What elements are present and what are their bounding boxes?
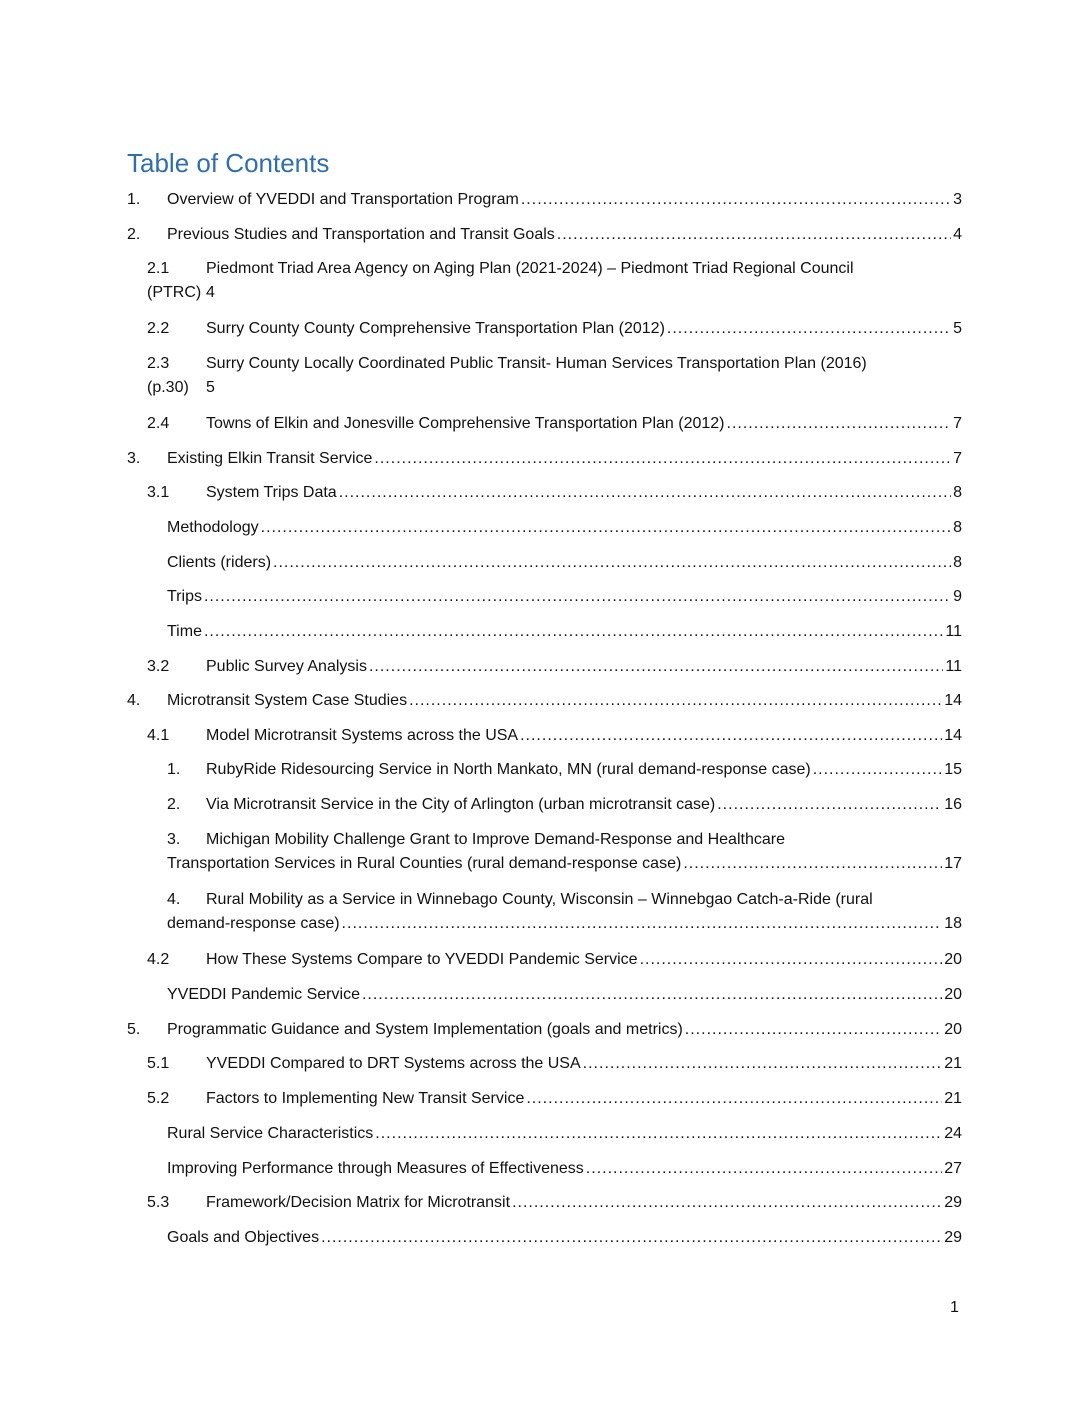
toc-entry-number: 2. [127, 226, 141, 243]
leader-dots [583, 1052, 943, 1076]
toc-entry[interactable] [147, 352, 962, 400]
toc-entry-page: 8 [953, 484, 962, 501]
toc-entry-number: 3.2 [147, 658, 170, 675]
leader-dots [369, 655, 943, 679]
toc-entry[interactable] [167, 1122, 962, 1146]
toc-entry-page: 29 [944, 1194, 962, 1211]
toc-entry-number: 3. [127, 450, 141, 467]
toc-entry-number: 1. [167, 761, 181, 778]
toc-entry-page: 9 [953, 588, 962, 605]
leader-dots [526, 1087, 942, 1111]
page-number: 1 [950, 1299, 959, 1316]
toc-entry-number: 4. [127, 692, 141, 709]
toc-entry[interactable] [167, 551, 962, 575]
toc-entry-text: Existing Elkin Transit Service [167, 450, 373, 467]
toc-entry-text: Trips [167, 588, 202, 605]
toc-entry-text: Clients (riders) [167, 554, 272, 571]
leader-dots [409, 689, 942, 713]
toc-entry-text: Goals and Objectives [167, 1229, 320, 1246]
leader-dots [375, 1122, 942, 1146]
leader-dots [520, 724, 942, 748]
toc-entry-page: 21 [944, 1090, 962, 1107]
toc-entry-page: 20 [944, 951, 962, 968]
toc-entry-page: 20 [944, 1021, 962, 1038]
toc-entry-number: 2.3 [147, 355, 170, 372]
toc-entry-number: 3. [167, 831, 181, 848]
toc-entry-text: Factors to Implementing New Transit Service [206, 1090, 525, 1107]
toc-entry-text: RubyRide Ridesourcing Service in North Mankato, MN (rural demand-response case) [206, 761, 811, 778]
toc-entry[interactable] [167, 983, 962, 1007]
toc-entry-page: 27 [944, 1160, 962, 1177]
toc-entry-number: 2. [167, 796, 181, 813]
toc-entry[interactable] [127, 689, 962, 713]
leader-dots [374, 447, 951, 471]
leader-dots [362, 983, 942, 1007]
leader-dots [667, 317, 951, 341]
toc-entry[interactable] [147, 317, 962, 341]
toc-entry-page: 29 [944, 1229, 962, 1246]
toc-entry-page: 11 [945, 623, 962, 640]
toc-entry-page: 7 [953, 450, 962, 467]
toc-entry-page: 20 [944, 986, 962, 1003]
toc-entry-text: Public Survey Analysis [206, 658, 367, 675]
leader-dots [261, 516, 951, 540]
toc-entry-text: Rural Mobility as a Service in Winnebago County, Wisconsin – Winnebgao Catch-a-Ride (rural [206, 891, 873, 908]
toc-entry[interactable] [167, 1226, 962, 1250]
leader-dots [339, 481, 951, 505]
toc-entry-text: How These Systems Compare to YVEDDI Pandemic Service [206, 951, 638, 968]
leader-dots [273, 551, 951, 575]
toc-entry-page: 4 [953, 226, 962, 243]
toc-entry-number: 4. [167, 891, 181, 908]
toc-entry-number: 1. [127, 191, 141, 208]
leader-dots [683, 852, 942, 876]
toc-entry-number: 2.2 [147, 320, 170, 337]
toc-entry-page: 15 [944, 761, 962, 778]
toc-entry-page: 7 [953, 415, 962, 432]
leader-dots [586, 1157, 942, 1181]
toc-entry-page: 24 [944, 1125, 962, 1142]
toc-entry-text-continued: Transportation Services in Rural Counties (rural demand-response case) [167, 855, 682, 872]
toc-entry[interactable] [167, 793, 962, 817]
leader-dots [717, 793, 942, 817]
toc-entry-text: Improving Performance through Measures of Effectiveness [167, 1160, 584, 1177]
toc-entry-page: 8 [953, 519, 962, 536]
toc-entry-page: 3 [953, 191, 962, 208]
leader-dots [557, 223, 951, 247]
toc-entry-text: Michigan Mobility Challenge Grant to Improve Demand-Response and Healthcare [206, 831, 785, 848]
toc-entry-text: Via Microtransit Service in the City of Arlington (urban microtransit case) [206, 796, 716, 813]
toc-entry[interactable] [147, 1087, 962, 1111]
toc-entry-text: Microtransit System Case Studies [167, 692, 408, 709]
toc-entry-text: Time [167, 623, 202, 640]
toc-entry[interactable] [167, 1157, 962, 1181]
leader-dots [342, 912, 943, 936]
toc-entry[interactable] [147, 1191, 962, 1215]
toc-entry-page: 8 [953, 554, 962, 571]
toc-entry-page: 14 [944, 692, 962, 709]
toc-entry[interactable] [127, 447, 962, 471]
toc-entry[interactable] [147, 655, 962, 679]
leader-dots [727, 412, 952, 436]
toc-entry-text-continued: demand-response case) [167, 915, 340, 932]
toc-entry-number: 4.1 [147, 727, 170, 744]
toc-entry-number: 5.1 [147, 1055, 170, 1072]
toc-entry-text: Surry County Locally Coordinated Public Transit- Human Services Transportation Plan (2016) [206, 355, 867, 372]
toc-entry-text: Towns of Elkin and Jonesville Comprehensive Transportation Plan (2012) [206, 415, 725, 432]
toc-entry-page: 17 [944, 855, 962, 872]
toc-entry-text-continued: (PTRC) [147, 284, 202, 301]
toc-entry[interactable] [127, 223, 962, 247]
toc-entry[interactable] [167, 620, 962, 644]
toc-entry-text: Piedmont Triad Area Agency on Aging Plan (2021-2024) – Piedmont Triad Regional Council [206, 260, 854, 277]
toc-title: Table of Contents [127, 148, 330, 178]
toc-entry-text: YVEDDI Compared to DRT Systems across the USA [206, 1055, 581, 1072]
leader-dots [321, 1226, 942, 1250]
toc-entry-text: YVEDDI Pandemic Service [167, 986, 360, 1003]
toc-entry[interactable] [167, 516, 962, 540]
toc-entry[interactable] [147, 948, 962, 972]
toc-entry-text: Rural Service Characteristics [167, 1125, 374, 1142]
toc-entry-text: System Trips Data [206, 484, 337, 501]
leader-dots [813, 758, 943, 782]
toc-entry[interactable] [147, 481, 962, 505]
toc-entry-page: 5 [953, 320, 962, 337]
toc-entry-text: Previous Studies and Transportation and Transit Goals [167, 226, 555, 243]
leader-dots [204, 585, 951, 609]
toc-entry[interactable] [127, 1018, 962, 1042]
toc-entry-text: Surry County County Comprehensive Transportation Plan (2012) [206, 320, 665, 337]
toc-entry-page: 21 [944, 1055, 962, 1072]
toc-entry-number: 4.2 [147, 951, 170, 968]
leader-dots [521, 188, 951, 212]
toc-entry-text: Framework/Decision Matrix for Microtransit [206, 1194, 511, 1211]
toc-entry-text: Model Microtransit Systems across the USA [206, 727, 519, 744]
toc-entry[interactable] [147, 724, 962, 748]
toc-entry[interactable] [147, 412, 962, 436]
toc-entry-text: Programmatic Guidance and System Implementation (goals and metrics) [167, 1021, 683, 1038]
toc-entry-number: 5.3 [147, 1194, 170, 1211]
toc-entry[interactable] [167, 585, 962, 609]
toc-entry[interactable] [167, 828, 962, 876]
toc-entry-number: 5.2 [147, 1090, 170, 1107]
toc-entry[interactable] [167, 888, 962, 936]
toc-entry-text: Overview of YVEDDI and Transportation Program [167, 191, 519, 208]
leader-dots [685, 1018, 942, 1042]
leader-dots [512, 1191, 942, 1215]
toc-entry[interactable] [127, 188, 962, 212]
leader-dots [640, 948, 943, 972]
toc-entry-text: Methodology [167, 519, 259, 536]
toc-entry-number: 3.1 [147, 484, 170, 501]
toc-entry-page: 4 [206, 284, 215, 301]
toc-entry-text-continued: (p.30) [147, 379, 189, 396]
toc-entry-number: 5. [127, 1021, 141, 1038]
toc-entry-page: 5 [206, 379, 215, 396]
toc-entry[interactable] [167, 758, 962, 782]
toc-entry[interactable] [147, 1052, 962, 1076]
leader-dots [204, 620, 943, 644]
toc-entry-page: 18 [944, 915, 962, 932]
toc-entry-number: 2.1 [147, 260, 170, 277]
toc-entry-page: 16 [944, 796, 962, 813]
toc-entry-page: 14 [944, 727, 962, 744]
toc-entry-page: 11 [945, 658, 962, 675]
toc-entry-number: 2.4 [147, 415, 170, 432]
toc-entry[interactable] [147, 257, 962, 305]
